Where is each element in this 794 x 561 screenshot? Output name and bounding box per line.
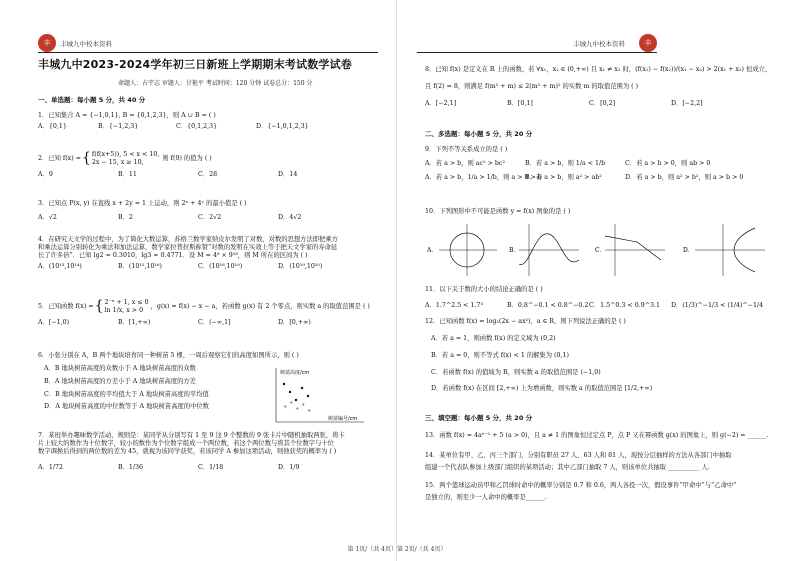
option: B．[1,+∞) bbox=[118, 318, 151, 326]
question-line: 片上较大的数作为十位数字，较小的数作为个位数字组成一个两位数，若这个两位数与将其个位数字与十位 bbox=[38, 439, 334, 447]
question-text: 6．小张分别在 A，B 两个地块培育同一种树苗 5 棵，一周后观察它们的高度如图所示，则 ( ) bbox=[38, 352, 299, 359]
graph-polyline bbox=[605, 236, 661, 260]
piecewise-case: f(f(x+5)), 5 < x < 10, bbox=[91, 150, 160, 158]
question-3 bbox=[38, 200, 383, 222]
option: C．2√2 bbox=[198, 213, 222, 221]
question-line: 和乘法运算分别转化为乘法和加法运算，数学家拉普拉斯称赞“对数的发明在实效上等于把天文学家的寿命延 bbox=[38, 243, 338, 251]
option: C．1/18 bbox=[198, 463, 224, 471]
option: A．[−2,1] bbox=[425, 99, 457, 107]
header-school-name: 丰城九中校本资料 bbox=[573, 40, 625, 48]
option: B．{−1,2,3} bbox=[98, 122, 139, 130]
option: D．若 a > b，则 a² > b²，则 a > b > 0 bbox=[625, 173, 744, 181]
data-point-a bbox=[295, 399, 297, 401]
question-1 bbox=[38, 112, 383, 131]
question-line: 是独立的，则至少一人命中的概率是______. bbox=[425, 493, 547, 501]
option: D．(10¹⁹,10²⁰) bbox=[278, 262, 323, 270]
graph-label: A． bbox=[427, 247, 438, 254]
piecewise-case: ln 1/x, x > 0 bbox=[104, 306, 144, 314]
page-footer: 第 1页/（共 4页）第 2页/（共 4页） bbox=[347, 546, 447, 553]
exam-info: 命题人：占宇志 审题人：甘艳平 考试时间：120 分钟 试卷总分：150 分 bbox=[118, 80, 313, 87]
question-line: 长了许多倍”．已知 lg2 ≈ 0.3010，lg3 ≈ 0.4771．设 M = 4⁸ × 9¹⁸，则 M 所在的区间为 ( ) bbox=[38, 251, 308, 259]
question-lead: 5．已知函数 f(x) = bbox=[38, 302, 94, 310]
question-text: 12．已知函数 f(x) = log₂(2x − ax²)，a ∈ R，则下列说法正确的是 ( ) bbox=[425, 318, 626, 325]
option: D．[−2,2] bbox=[671, 99, 703, 107]
option: D．14 bbox=[278, 170, 298, 178]
question-text: 13．函数 f(x) = 4aˣ⁻¹ + 5 (a > 0)，且 a ≠ 1 的图象恒过定点 P，点 P 又在幂函数 g(x) 的图象上，则 g(−2) = ______. bbox=[425, 432, 769, 439]
header-divider bbox=[417, 52, 657, 53]
question-text: 3．已知点 P(x, y) 在直线 x + 2y = 1 上运动，则 2ˣ + 4ʸ 的最小值是 ( ) bbox=[38, 200, 247, 207]
question-11 bbox=[425, 286, 785, 310]
option: B．1/36 bbox=[118, 463, 144, 471]
header-divider bbox=[38, 52, 378, 53]
option: B．2 bbox=[118, 213, 133, 221]
option: C．1.5^0.3 < 0.9^3.1 bbox=[589, 301, 661, 309]
question-tail: ，g(x) = f(x) − x − a，若函数 g(x) 有 2 个零点，则实数 a 的取值范围是 ( ) bbox=[150, 302, 370, 310]
chart-title: 树苗高度/cm bbox=[280, 370, 310, 376]
question-line: 7．某班举办趣味数学活动，规则是：某同学从分别写有 1 至 9 这 9 个整数的 9 张卡片中随机抽取两张，将卡 bbox=[38, 432, 345, 439]
question-text: 1．已知集合 A = {−1,0,1}, B = {0,1,2,3}，则 A ∪ B = ( ) bbox=[38, 112, 216, 119]
school-logo-icon: 丰 bbox=[38, 34, 56, 52]
question-line: 组建一个代表队参加上级部门组织的某项活动；其中乙部门抽取 7 人，则该单位共抽取 __________ 人. bbox=[425, 463, 710, 471]
data-point-b: + bbox=[295, 406, 300, 412]
question-text: 10．下列图形中不可能是函数 y = f(x) 图象的是 ( ) bbox=[425, 208, 571, 215]
question-text: 9．下列不等关系成立的是 ( ) bbox=[425, 146, 508, 153]
option: D．(1/3)^−1/3 < (1/4)^−1/4 bbox=[671, 301, 764, 309]
option: B．若 a > b，则 1/a < 1/b bbox=[525, 159, 606, 167]
question-9 bbox=[425, 146, 785, 182]
exam-title: 丰城九中2023-2024学年初三日新班上学期期末考试数学试卷 bbox=[38, 58, 352, 71]
question-line: 4．在研究天文学的过程中，为了简化大数运算，苏格兰数学家纳皮尔发明了对数，对数的思想方法即把乘方 bbox=[38, 236, 338, 243]
option: A．1/72 bbox=[38, 463, 63, 471]
option: B．11 bbox=[118, 170, 137, 178]
option: A．9 bbox=[38, 170, 53, 178]
right-page bbox=[397, 0, 794, 561]
data-point-a bbox=[283, 383, 285, 385]
piecewise-case: 2⁻ˣ + 1, x ≤ 0 bbox=[104, 298, 149, 306]
question-8 bbox=[425, 66, 785, 108]
question-10 bbox=[425, 208, 785, 216]
data-point-b: + bbox=[283, 404, 288, 410]
sub-option: B．A 地块树苗高度的方差小于 A 地块树苗高度的方差 bbox=[44, 377, 196, 385]
data-point-a bbox=[301, 387, 303, 389]
data-point-a bbox=[289, 391, 291, 393]
sub-option: D．A 地块树苗高度的中位数等于 A 地块树苗高度的中位数 bbox=[44, 403, 209, 411]
question-2: 2．已知 f(x) = { f(f(x+5)), 5 < x < 10, 2x − 15, x ≥ 10, 则 f(9) 的值为 ( ) A．9 B．11 C．28 D．14 bbox=[38, 150, 298, 178]
question-text: 11．以下关于数的大小的结论正确的是 ( ) bbox=[425, 286, 543, 293]
option: D．[0,+∞) bbox=[278, 318, 311, 326]
option: C．(10¹⁸,10¹⁹) bbox=[198, 262, 243, 270]
header-school-name: 丰城九中校本资料 bbox=[60, 40, 112, 48]
graph-label: B． bbox=[509, 247, 520, 254]
question-12 bbox=[425, 318, 785, 393]
question-line: 且 f(2) = 8，则满足 f(m² + m) ≤ 2(m² + m)² 的实数 m 的取值范围为 ( ) bbox=[425, 82, 639, 90]
question-tail: 则 f(9) 的值为 ( ) bbox=[162, 154, 212, 162]
question-15 bbox=[425, 482, 785, 502]
tree-height-chart bbox=[268, 366, 368, 428]
chart-x-label: 树苗编号/cm bbox=[328, 416, 358, 422]
sub-option: A．B 地块树苗高度的众数小于 A 地块树苗高度的众数 bbox=[44, 364, 196, 372]
data-point-b: + bbox=[307, 408, 312, 414]
question-line: 数字调换后得到的两位数的差为 45，就视为该同学获奖，若该同学 A 参加这项活动，则他获奖的概率为 ( ) bbox=[38, 447, 337, 455]
option: C．(−∞,1] bbox=[198, 318, 231, 326]
graph-wave bbox=[519, 234, 579, 265]
option: D．4√2 bbox=[278, 213, 302, 221]
sub-option: C．若函数 f(x) 的值域为 R，则实数 a 的取值范围是 (−1,0) bbox=[431, 368, 601, 376]
question-5: 5．已知函数 f(x) = { 2⁻ˣ + 1, x ≤ 0 ln 1/x, x > 0 ，g(x) = f(x) − x − a，若函数 g(x) 有 2 个零点，则实数 a 的取值范围是 ( ) A．[−1,0) B．[1,+∞) C．(−∞,1] D．[0,+∞) bbox=[38, 298, 370, 326]
option: D．1/9 bbox=[278, 463, 300, 471]
question-line: 14．某单位有甲、乙、丙三个部门，分别有职员 27 人、63 人和 81 人，现按分层抽样的方法从各部门中抽取 bbox=[425, 452, 732, 459]
question-4 bbox=[38, 236, 383, 270]
question-7 bbox=[38, 432, 383, 471]
section-fill-blank: 三、填空题：每小题 5 分，共 20 分 bbox=[425, 414, 533, 422]
option: A．{0,1} bbox=[38, 122, 67, 130]
sub-option: C．B 地块树苗高度的平均值大于 A 地块树苗高度的平均值 bbox=[44, 390, 209, 398]
data-point-b: + bbox=[289, 400, 294, 406]
option: A．√2 bbox=[38, 213, 57, 221]
option: A．若 a > b，则 ac² > bc² bbox=[425, 159, 505, 167]
option: C．若 a > b > 0，则 ab > 0 bbox=[625, 159, 711, 167]
option: D．{−1,0,1,2,3} bbox=[256, 122, 309, 130]
graph-label: D． bbox=[683, 247, 694, 254]
data-point-a bbox=[307, 395, 309, 397]
option: A．1.7^2.5 < 1.7³ bbox=[425, 301, 483, 309]
sub-option: D．若函数 f(x) 在区间 [2,+∞) 上为增函数，则实数 a 的取值范围是 [1/2,+∞) bbox=[431, 385, 653, 393]
option: A．(10¹³,10¹⁴) bbox=[38, 262, 82, 270]
question-13 bbox=[425, 432, 785, 440]
sub-option: A．若 a = 1，则函数 f(x) 的定义域为 (0,2) bbox=[431, 334, 556, 342]
data-point-b: + bbox=[301, 402, 306, 408]
option: A．若 a > b，1/a > 1/b，则 a > 0 > b bbox=[425, 173, 542, 181]
question-line: 15．两个篮球运动员甲和乙罚球时命中的概率分别是 0.7 和 0.6，两人各投一次，假设事件“甲命中”与“乙命中” bbox=[425, 482, 737, 489]
question-14 bbox=[425, 452, 785, 472]
graph-label: C． bbox=[595, 247, 606, 254]
option: B．若 a > b，则 a² > ab² bbox=[525, 173, 602, 181]
question-line: 8．已知 f(x) 是定义在 R 上的函数，若 ∀x₁，x₂ ∈ (0,+∞) 且 x₁ ≠ x₂ 时，(f(x₁) − f(x₂))/(x₁ − x₂) > 2(x₁ + x₂) 恒成立， bbox=[425, 66, 772, 73]
option: B．(10¹⁵,10¹⁶) bbox=[118, 262, 162, 270]
section-multi-choice: 二、多选题：每小题 5 分，共 20 分 bbox=[425, 130, 533, 138]
option: C．28 bbox=[198, 170, 218, 178]
option: C．[0,2] bbox=[589, 99, 616, 107]
option: C．{0,1,2,3} bbox=[176, 122, 218, 130]
option: B．[0,1] bbox=[507, 99, 533, 107]
question-lead: 2．已知 f(x) = bbox=[38, 154, 81, 162]
section-single-choice: 一、单选题：每小题 5 分，共 40 分 bbox=[38, 96, 146, 104]
function-graph-options bbox=[425, 220, 775, 280]
option: A．[−1,0) bbox=[38, 318, 70, 326]
option: B．0.8^−0.1 < 0.8^−0.2 bbox=[507, 301, 589, 309]
school-logo-icon: 丰 bbox=[639, 34, 657, 52]
sub-option: B．若 a = 0，则不等式 f(x) < 1 的解集为 (0,1) bbox=[431, 351, 569, 359]
piecewise-case: 2x − 15, x ≥ 10, bbox=[91, 158, 144, 166]
